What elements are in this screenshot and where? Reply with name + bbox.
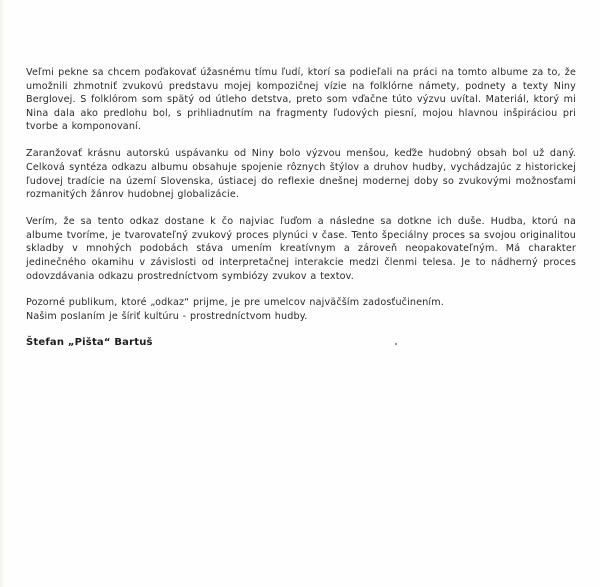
paragraph-acknowledgement: Veľmi pekne sa chcem poďakovať úžasnému tímu ľudí, ktorí sa podieľali na práci na tomto albume za to, že umožnili zhmotniť zvukovú predstavu mojej kompozičnej vízie na folklórne námety, podnety a texty Niny Berglovej. S folklórom som spätý od útleho detstva, preto som vďačne túto výzvu uvítal. Materiál, ktorý mi Nina dala ako predlohu bol, s prihliadnutím na fragmenty ľudových piesní, mojou hlavnou inšpiráciou pri tvorbe a komponovaní. — [26, 67, 576, 133]
scan-speck — [395, 343, 397, 345]
paragraph-message: Verím, že sa tento odkaz dostane k čo najviac ľuďom a následne sa dotkne ich duše. Hudba, ktorú na albume tvoríme, je tvarovateľný zvukový proces plynúci v čase. Tento špeciálny proces sa svojou originalitou skladby v mnohých podobách stáva umením kreatívnym a zároveň neopakovateľným. Má charakter jedinečného okamihu v závislosti od interpretačnej interakcie medzi členmi telesa. Je to nádherný proces odovzdávania odkazu prostredníctvom symbiózy zvukov a textov. — [26, 216, 576, 282]
closing-line: Pozorné publikum, ktoré „odkaz“ prijme, je pre umelcov najväčším zadosťučinením. — [26, 297, 444, 309]
closing-line: Našim poslaním je šíriť kultúru - prostredníctvom hudby. — [26, 311, 308, 323]
liner-notes-text — [26, 66, 576, 348]
page-edge — [0, 0, 5, 587]
signature: Štefan „Pišta“ Bartuš — [26, 337, 153, 349]
closing-paragraph — [26, 296, 576, 323]
paragraph-arrangement: Zaranžovať krásnu autorskú uspávanku od Niny bolo výzvou menšou, keďže hudobný obsah bol už daný. Celková syntéza odkazu albumu obsahuje spojenie rôznych štýlov a druhov hudby, vychádzajúc z historickej ľudovej tradície na území Slovenska, ústiacej do reflexie dnešnej modernej doby so zvukovými možnosťami rozmanitých žánrov hudobnej globalizácie. — [26, 148, 576, 201]
